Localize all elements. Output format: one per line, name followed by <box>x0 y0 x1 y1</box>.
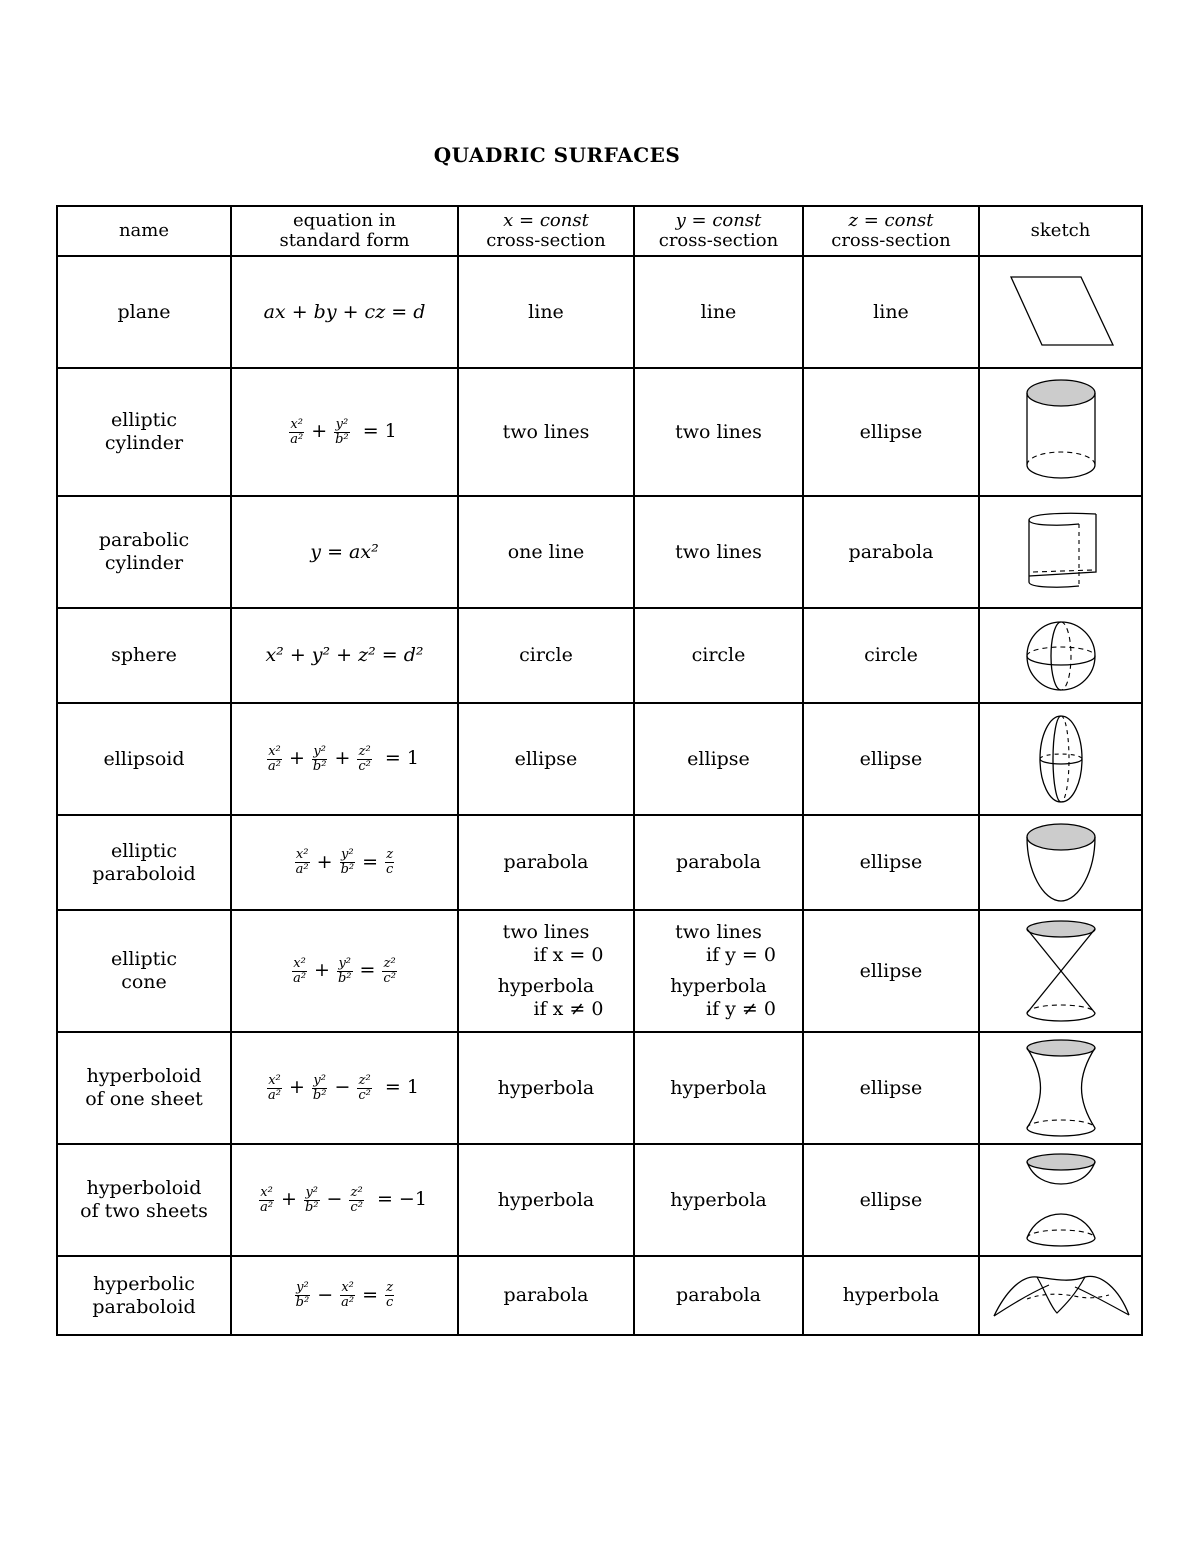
x-cross-section: hyperbola <box>458 1144 634 1256</box>
sketch-cell <box>979 1032 1142 1144</box>
sketch-cell <box>979 910 1142 1032</box>
sketch-cell <box>979 368 1142 496</box>
sphere-icon <box>1023 618 1099 694</box>
surface-name: elliptic paraboloid <box>57 815 231 910</box>
sketch-cell <box>979 496 1142 608</box>
equation: $\frac{\text{x²}}{\text{a²}}$ + $\frac{\text{y²}}{\text{b²}}$ = $\frac{\text{z²}}{\text{c²}}$ <box>231 910 458 1032</box>
x-cross-section: two lines <box>458 368 634 496</box>
sketch-cell <box>979 1144 1142 1256</box>
table-row <box>57 1144 1142 1256</box>
surface-name: elliptic cone <box>57 910 231 1032</box>
z-cross-section: ellipse <box>803 910 979 1032</box>
plane-icon <box>1006 275 1116 349</box>
table-row <box>57 608 1142 703</box>
sketch-cell <box>979 256 1142 368</box>
table-row <box>57 910 1142 1032</box>
x-cross-section: ellipse <box>458 703 634 815</box>
ellipsoid-icon <box>1036 713 1086 805</box>
surface-name: sphere <box>57 608 231 703</box>
sketch-cell <box>979 608 1142 703</box>
equation: $\frac{\text{y²}}{\text{b²}}$ − $\frac{\text{x²}}{\text{a²}}$ = $\frac{z}{c}$ <box>231 1256 458 1335</box>
z-cross-section: line <box>803 256 979 368</box>
y-cross-section: parabola <box>634 1256 803 1335</box>
equation: $\frac{\text{x²}}{\text{a²}}$ + $\frac{\text{y²}}{\text{b²}}$ + $\frac{\text{z²}}{\text{c²}}$ = 1 <box>231 703 458 815</box>
equation: ax + by + cz = d <box>231 256 458 368</box>
header-sketch: sketch <box>979 206 1142 256</box>
y-cross-section: hyperbola <box>634 1032 803 1144</box>
table-row <box>57 368 1142 496</box>
y-cross-section: ellipse <box>634 703 803 815</box>
table-row <box>57 703 1142 815</box>
surface-name: hyperboloid of one sheet <box>57 1032 231 1144</box>
hyperboloid-two-sheets-icon <box>1023 1152 1099 1248</box>
z-cross-section: hyperbola <box>803 1256 979 1335</box>
surface-name: plane <box>57 256 231 368</box>
y-cross-section: two lines <box>634 496 803 608</box>
sketch-cell <box>979 1256 1142 1335</box>
surface-name: hyperbolic paraboloid <box>57 1256 231 1335</box>
sketch-cell <box>979 703 1142 815</box>
header-equation: equation in standard form <box>231 206 458 256</box>
y-cross-section: line <box>634 256 803 368</box>
sketch-cell <box>979 815 1142 910</box>
y-cross-section: circle <box>634 608 803 703</box>
surface-name: parabolic cylinder <box>57 496 231 608</box>
equation: $\frac{\text{x²}}{\text{a²}}$ + $\frac{\text{y²}}{\text{b²}}$ = 1 <box>231 368 458 496</box>
x-cross-section: parabola <box>458 1256 634 1335</box>
surface-name: hyperboloid of two sheets <box>57 1144 231 1256</box>
page-title: QUADRIC SURFACES <box>433 143 681 167</box>
z-cross-section: ellipse <box>803 703 979 815</box>
table-row <box>57 256 1142 368</box>
hyperbolic-paraboloid-icon <box>991 1271 1131 1321</box>
header-z-cross-section: z = const cross-section <box>803 206 979 256</box>
elliptic-cone-icon <box>1023 919 1099 1023</box>
equation: y = ax² <box>231 496 458 608</box>
header-x-cross-section: x = const cross-section <box>458 206 634 256</box>
z-cross-section: ellipse <box>803 1032 979 1144</box>
y-cross-section: parabola <box>634 815 803 910</box>
equation: $\frac{\text{x²}}{\text{a²}}$ + $\frac{\text{y²}}{\text{b²}}$ − $\frac{\text{z²}}{\text{c²}}$ = −1 <box>231 1144 458 1256</box>
y-cross-section: two lines <box>634 368 803 496</box>
z-cross-section: ellipse <box>803 1144 979 1256</box>
quadric-surfaces-table <box>56 205 1143 1336</box>
table-row <box>57 496 1142 608</box>
elliptic-cylinder-icon <box>1023 378 1099 486</box>
x-cross-section: line <box>458 256 634 368</box>
y-cross-section: hyperbola <box>634 1144 803 1256</box>
table-row <box>57 1256 1142 1335</box>
surface-name: ellipsoid <box>57 703 231 815</box>
table-row <box>57 815 1142 910</box>
x-cross-section: circle <box>458 608 634 703</box>
z-cross-section: ellipse <box>803 815 979 910</box>
equation: $\frac{\text{x²}}{\text{a²}}$ + $\frac{\text{y²}}{\text{b²}}$ − $\frac{\text{z²}}{\text{c²}}$ = 1 <box>231 1032 458 1144</box>
equation: $\frac{\text{x²}}{\text{a²}}$ + $\frac{\text{y²}}{\text{b²}}$ = $\frac{z}{c}$ <box>231 815 458 910</box>
z-cross-section: ellipse <box>803 368 979 496</box>
surface-name: elliptic cylinder <box>57 368 231 496</box>
equation: x² + y² + z² = d² <box>231 608 458 703</box>
header-name: name <box>57 206 231 256</box>
table-row <box>57 1032 1142 1144</box>
parabolic-cylinder-icon <box>1021 510 1101 594</box>
elliptic-paraboloid-icon <box>1023 821 1099 905</box>
hyperboloid-one-sheet-icon <box>1023 1038 1099 1138</box>
header-y-cross-section: y = const cross-section <box>634 206 803 256</box>
y-cross-section: two lines if y = 0 hyperbola if y ≠ 0 <box>634 910 803 1032</box>
x-cross-section: parabola <box>458 815 634 910</box>
x-cross-section: two lines if x = 0 hyperbola if x ≠ 0 <box>458 910 634 1032</box>
x-cross-section: hyperbola <box>458 1032 634 1144</box>
z-cross-section: circle <box>803 608 979 703</box>
table-header-row <box>57 206 1142 256</box>
z-cross-section: parabola <box>803 496 979 608</box>
x-cross-section: one line <box>458 496 634 608</box>
